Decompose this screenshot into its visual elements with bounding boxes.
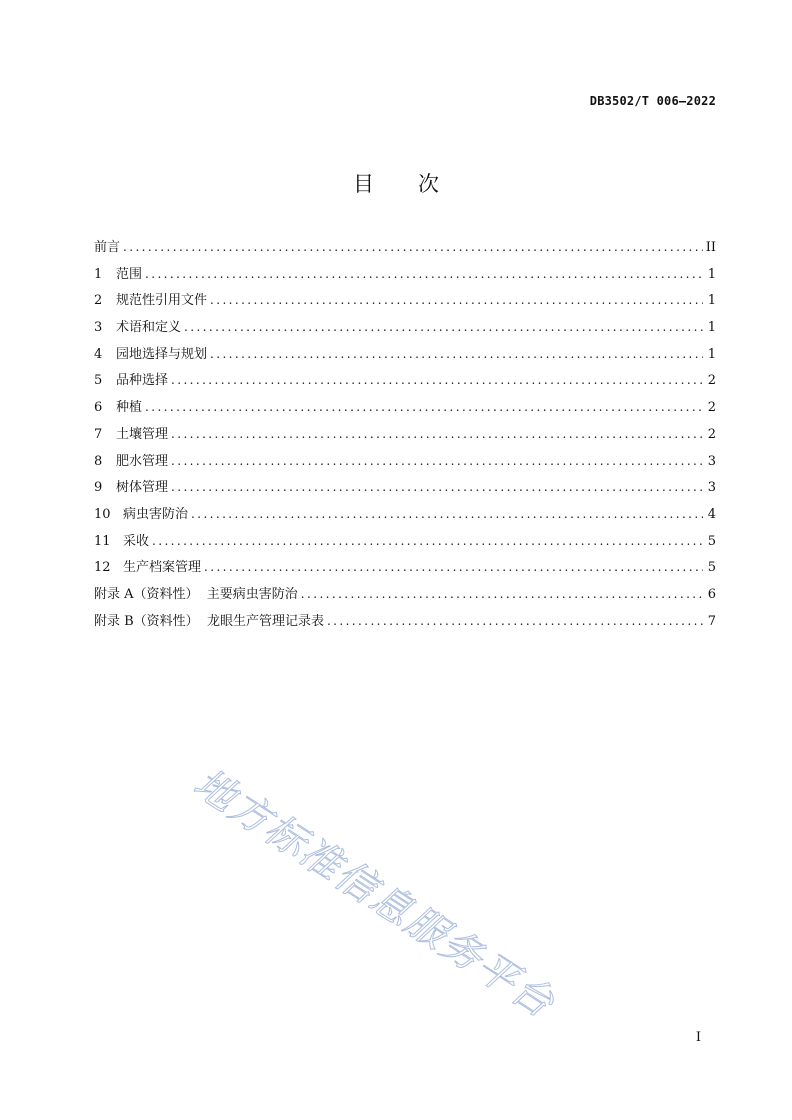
toc-entry[interactable] xyxy=(94,236,716,263)
toc-entry-label: 规范性引用文件 xyxy=(116,293,208,309)
toc-entry-label: 前言 xyxy=(94,240,121,255)
toc-entry[interactable] xyxy=(94,369,716,396)
toc-entry-label: 园地选择与规划 xyxy=(116,346,208,362)
toc-dot-leader xyxy=(191,507,703,521)
toc-entry-label: 病虫害防治 xyxy=(123,506,189,522)
toc-entry-label: 肥水管理 xyxy=(116,453,169,469)
toc-entry-page: 1 xyxy=(707,266,716,282)
toc-entry[interactable] xyxy=(94,423,716,450)
toc-entry-number: 3 xyxy=(94,320,103,336)
toc-entry[interactable] xyxy=(94,316,716,343)
toc-dot-leader xyxy=(171,427,703,441)
toc-dot-leader xyxy=(171,454,703,468)
toc-entry-number: 9 xyxy=(94,480,103,496)
toc-entry-page: II xyxy=(705,240,716,255)
toc-entry-label: 采收 xyxy=(123,533,150,549)
toc-dot-leader xyxy=(145,267,703,281)
toc-dot-leader xyxy=(204,560,703,574)
toc-entry-number: 6 xyxy=(94,400,103,416)
toc-entry[interactable] xyxy=(94,263,716,290)
toc-entry-page: 2 xyxy=(707,373,716,389)
toc-dot-leader xyxy=(210,347,703,361)
toc-entry[interactable] xyxy=(94,476,716,503)
toc-entry-label: 土壤管理 xyxy=(116,426,169,442)
toc-entry-page: 4 xyxy=(707,506,716,522)
toc-entry-label: 附录 B（资料性） 龙眼生产管理记录表 xyxy=(94,613,324,629)
toc-entry[interactable] xyxy=(94,450,716,477)
toc-title: 目次 xyxy=(353,172,483,196)
toc-entry-page: 3 xyxy=(707,480,716,496)
toc-dot-leader xyxy=(171,373,703,387)
watermark: 地方标准信息服务平台 xyxy=(185,760,563,1028)
toc-entry-page: 1 xyxy=(707,293,716,309)
toc-dot-leader xyxy=(184,320,703,334)
table-of-contents xyxy=(94,236,716,636)
toc-entry-label: 生产档案管理 xyxy=(123,560,202,576)
toc-dot-leader xyxy=(145,400,703,414)
toc-entry-number: 2 xyxy=(94,293,103,309)
toc-entry[interactable] xyxy=(94,343,716,370)
toc-entry-number: 7 xyxy=(94,426,103,442)
toc-entry[interactable] xyxy=(94,503,716,530)
toc-entry[interactable] xyxy=(94,610,716,637)
toc-entry-number: 8 xyxy=(94,453,103,469)
toc-entry-page: 3 xyxy=(707,453,716,469)
toc-entry-page: 1 xyxy=(707,320,716,336)
toc-entry-page: 1 xyxy=(707,346,716,362)
toc-dot-leader xyxy=(210,293,703,307)
toc-entry[interactable] xyxy=(94,583,716,610)
toc-dot-leader xyxy=(152,534,703,548)
toc-entry-page: 5 xyxy=(707,533,716,549)
toc-entry-label: 附录 A（资料性） 主要病虫害防治 xyxy=(94,586,298,602)
toc-entry-label: 术语和定义 xyxy=(116,320,182,336)
toc-dot-leader xyxy=(171,480,703,494)
toc-entry[interactable] xyxy=(94,289,716,316)
toc-entry-number: 11 xyxy=(94,533,111,549)
page-number: I xyxy=(695,1030,701,1045)
toc-entry-page: 2 xyxy=(707,426,716,442)
toc-entry-page: 7 xyxy=(707,613,716,629)
toc-entry-label: 范围 xyxy=(116,266,143,282)
toc-dot-leader xyxy=(123,240,703,254)
toc-entry-number: 10 xyxy=(94,506,111,522)
toc-entry-label: 种植 xyxy=(116,400,143,416)
toc-entry-label: 品种选择 xyxy=(116,373,169,389)
toc-entry-number: 4 xyxy=(94,346,103,362)
toc-entry-page: 2 xyxy=(707,400,716,416)
toc-entry-number: 12 xyxy=(94,560,111,576)
toc-dot-leader xyxy=(301,587,703,601)
document-code: DB3502/T 006—2022 xyxy=(589,94,716,108)
toc-entry-page: 6 xyxy=(707,586,716,602)
toc-entry-number: 5 xyxy=(94,373,103,389)
toc-entry-page: 5 xyxy=(707,560,716,576)
toc-entry[interactable] xyxy=(94,556,716,583)
toc-entry-number: 1 xyxy=(94,266,103,282)
toc-entry[interactable] xyxy=(94,530,716,557)
toc-entry[interactable] xyxy=(94,396,716,423)
toc-dot-leader xyxy=(327,614,703,628)
toc-entry-label: 树体管理 xyxy=(116,480,169,496)
